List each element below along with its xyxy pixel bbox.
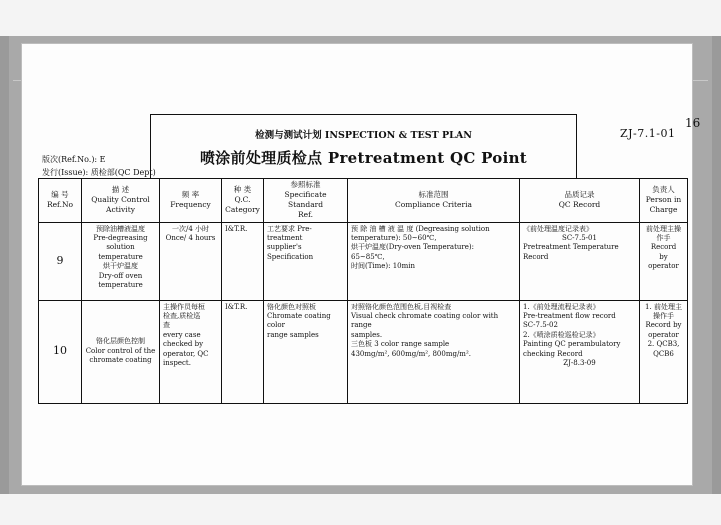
standard-cell: 铬化颜色对照板 Chromate coating color range samples <box>264 300 348 403</box>
table-header-row <box>39 179 688 223</box>
header-record: 品质记录 QC Record <box>520 179 640 223</box>
category-cell: I&T.R. <box>222 300 264 403</box>
window-top-frame <box>0 0 721 36</box>
plan-subtitle: 检测与测试计划 INSPECTION & TEST PLAN <box>255 130 472 141</box>
criteria-cell: 对照铬化颜色范围色板,目视检查 Visual check chromate coating color with range samples. 三色板 3 color range sample 430mg/m², 600mg/m², 800mg/m². <box>348 300 520 403</box>
ref-cell: 10 <box>39 300 82 403</box>
title-box <box>150 114 577 179</box>
standard-cell: 工艺要求 Pre-treatment supplier's Specification <box>264 222 348 300</box>
header-category: 种 类 Q.C. Category <box>222 179 264 223</box>
table-row <box>39 300 688 403</box>
criteria-cell: 预 除 油 槽 液 温 度 (Degreasing solution temperature): 50~60℃, 烘干炉温度(Dry-oven Temperature): 65~85℃, 时间(Time): 10min <box>348 222 520 300</box>
header-standard: 参照标准 Specificate Standard Ref. <box>264 179 348 223</box>
ref-cell: 9 <box>39 222 82 300</box>
person-cell: 1. 前处理主 操作手 Record by operator 2. QCB3, QCB6 <box>640 300 688 403</box>
window-right-frame <box>712 36 721 494</box>
activity-cell: 预除油槽液温度 Pre-degreasing solution temperature 烘干炉温度 Dry-off oven temperature <box>82 222 160 300</box>
record-cell: 《前处理温度记录表》 SC-7.5-01 Pretreatment Temperature Record <box>520 222 640 300</box>
frequency-cell: 一次/4 小时 Once/ 4 hours <box>160 222 222 300</box>
frequency-cell: 主操作员每桓 检查,质检巡 查 every case checked by operator, QC inspect. <box>160 300 222 403</box>
document-code: ZJ-7.1-01 <box>620 127 676 140</box>
header-criteria: 标准范围 Compliance Criteria <box>348 179 520 223</box>
header-ref-no: 编 号 Ref.No <box>39 179 82 223</box>
record-cell: 1.《前处理流程记录表》 Pre-treatment flow record SC-7.5-02 2.《喷涂质检巡检记录》 Painting QC perambulatory checking Record ZJ-8.3-09 <box>520 300 640 403</box>
category-cell: I&T.R. <box>222 222 264 300</box>
window-bottom-frame <box>0 494 721 525</box>
activity-cell: 铬化层颜色控制 Color control of the chromate coating <box>82 300 160 403</box>
header-frequency: 频 率 Frequency <box>160 179 222 223</box>
page-number: 16 <box>685 116 701 130</box>
header-activity: 描 述 Quality Control Activity <box>82 179 160 223</box>
inspection-table <box>38 178 688 404</box>
window-left-frame <box>0 36 9 494</box>
header-person: 负责人 Person in Charge <box>640 179 688 223</box>
issue-label: 发行(Issue): 质检部(QC Dept) <box>42 168 156 177</box>
plan-title: 喷涂前处理质检点 Pretreatment QC Point <box>199 149 528 167</box>
person-cell: 前处理主操 作手 Record by operator <box>640 222 688 300</box>
table-row <box>39 222 688 300</box>
edition-label: 版次(Ref.No.): E <box>42 155 106 164</box>
